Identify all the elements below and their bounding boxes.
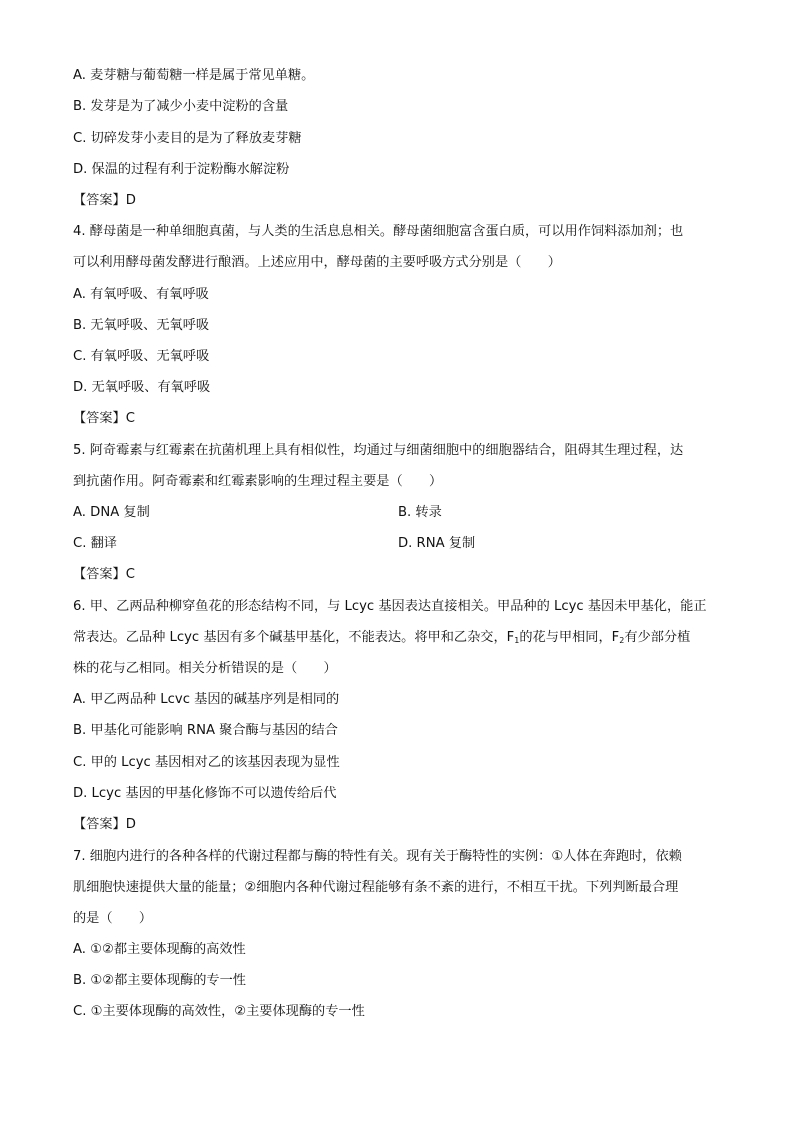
q3-answer	[73, 192, 136, 210]
f1-label: F	[506, 630, 515, 645]
answer-label: 【答案】	[73, 567, 126, 582]
answer-label: 【答案】	[73, 193, 126, 208]
f2-subscript: 2	[619, 636, 625, 645]
q4-stem-line1: 4. 酵母菌是一种单细胞真菌，与人类的生活息息相关。酵母菌细胞富含蛋白质，可以用作饲料添加剂；也	[73, 224, 684, 239]
answer-label: 【答案】	[73, 411, 126, 426]
q7-option-a: A. ①②都主要体现酶的高效性	[73, 942, 246, 957]
q3-option-c: C. 切碎发芽小麦目的是为了释放麦芽糖	[73, 131, 302, 146]
q4-option-d: D. 无氧呼吸、有氧呼吸	[73, 380, 211, 395]
q5-option-a: A. DNA 复制	[73, 505, 150, 520]
q5-option-c: C. 翻译	[73, 536, 117, 551]
answer-value: C	[125, 411, 135, 426]
answer-value: D	[125, 817, 136, 832]
q3-option-a: A. 麦芽糖与葡萄糖一样是属于常见单糖。	[73, 68, 315, 83]
q6-option-a: A. 甲乙两品种 Lcvc 基因的碱基序列是相同的	[73, 692, 340, 707]
answer-value: D	[125, 193, 136, 208]
q6-option-d: D. Lcyc 基因的甲基化修饰不可以遗传给后代	[73, 786, 337, 801]
q3-option-d: D. 保温的过程有利于淀粉酶水解淀粉	[73, 162, 290, 177]
q7-option-b: B. ①②都主要体现酶的专一性	[73, 973, 246, 988]
q6-stem-line2	[73, 629, 690, 647]
q6-stem-line3: 株的花与乙相同。相关分析错误的是（ ）	[73, 661, 337, 676]
answer-value: C	[125, 567, 135, 582]
q4-answer	[73, 410, 135, 428]
q6-stem-line2-mid: 的花与甲相同，	[519, 630, 612, 645]
q5-answer	[73, 566, 135, 584]
q3-option-b: B. 发芽是为了减少小麦中淀粉的含量	[73, 99, 289, 114]
f1-subscript: 1	[514, 636, 520, 645]
q6-stem-line2-end: 有少部分植	[624, 630, 691, 645]
q4-stem-line2: 可以利用酵母菌发酵进行酿酒。上述应用中，酵母菌的主要呼吸方式分别是（ ）	[73, 255, 561, 270]
q4-option-b: B. 无氧呼吸、无氧呼吸	[73, 318, 210, 333]
q4-option-a: A. 有氧呼吸、有氧呼吸	[73, 287, 209, 302]
q4-option-c: C. 有氧呼吸、无氧呼吸	[73, 349, 210, 364]
q5-option-d: D. RNA 复制	[398, 536, 476, 551]
q6-stem-line1: 6. 甲、乙两品种柳穿鱼花的形态结构不同，与 Lcyc 基因表达直接相关。甲品种的 Lcyc 基因未甲基化，能正	[73, 599, 707, 614]
q7-option-c: C. ①主要体现酶的高效性，②主要体现酶的专一性	[73, 1004, 365, 1019]
q6-option-b: B. 甲基化可能影响 RNA 聚合酶与基因的结合	[73, 723, 338, 738]
answer-label: 【答案】	[73, 817, 126, 832]
q7-stem-line3: 的是（ ）	[73, 911, 153, 926]
q6-stem-line2-start: 常表达。乙品种 Lcyc 基因有多个碱基甲基化，不能表达。将甲和乙杂交，	[73, 630, 507, 645]
q6-answer	[73, 816, 136, 834]
q7-stem-line2: 肌细胞快速提供大量的能量；②细胞内各种代谢过程能够有条不紊的进行，不相互干扰。下列判断最合理	[73, 880, 679, 895]
q5-stem-line2: 到抗菌作用。阿奇霉素和红霉素影响的生理过程主要是（ ）	[73, 474, 443, 489]
q5-option-b: B. 转录	[398, 505, 442, 520]
q6-option-c: C. 甲的 Lcyc 基因相对乙的该基因表现为显性	[73, 755, 340, 770]
q5-stem-line1: 5. 阿奇霉素与红霉素在抗菌机理上具有相似性，均通过与细菌细胞中的细胞器结合，阻碍其生理过程，达	[73, 443, 684, 458]
q7-stem-line1: 7. 细胞内进行的各种各样的代谢过程都与酶的特性有关。现有关于酶特性的实例：①人体在奔跑时，依赖	[73, 849, 682, 864]
f2-label: F	[611, 630, 620, 645]
